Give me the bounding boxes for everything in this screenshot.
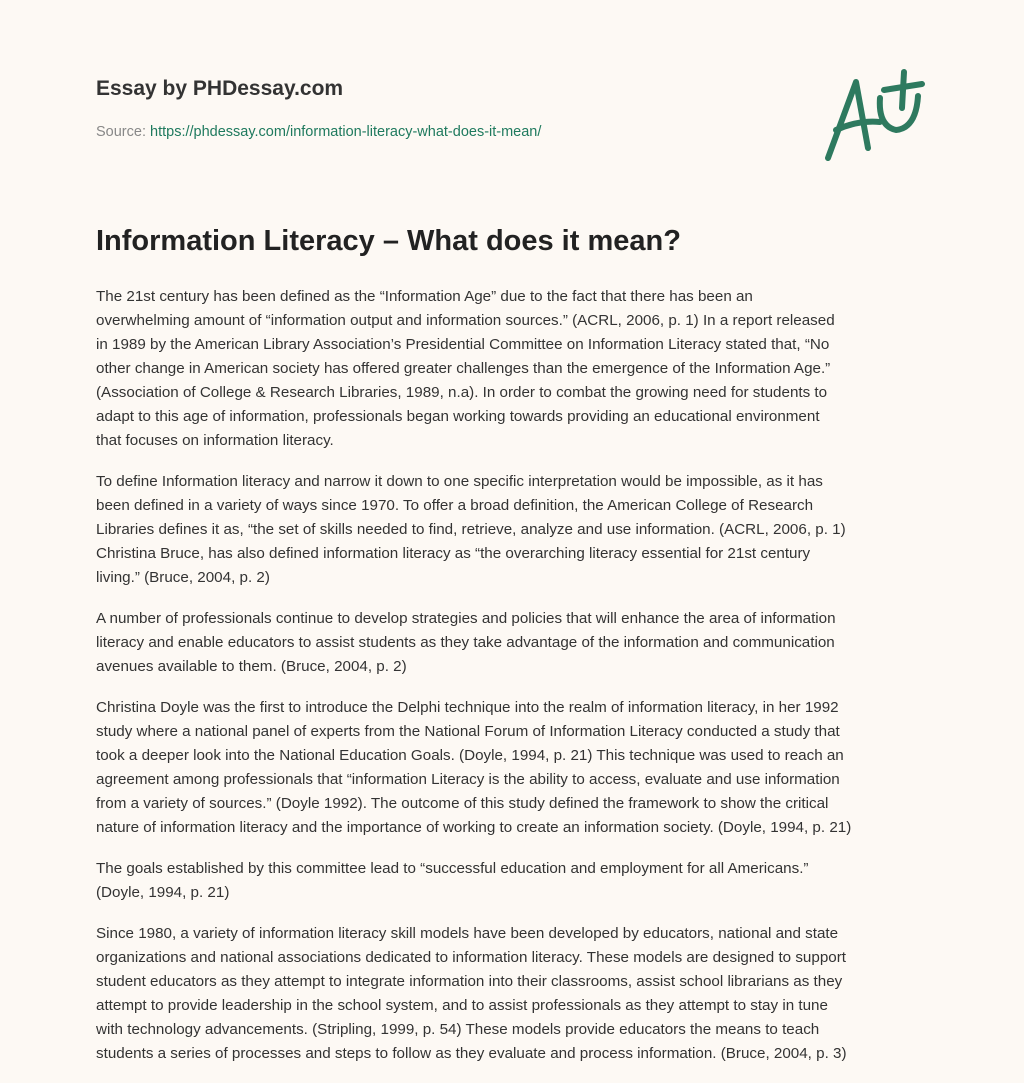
site-brand: Essay by PHDessay.com — [96, 77, 344, 100]
paragraph-line: literacy and enable educators to assist students as they take advantage of the information and communication — [96, 634, 835, 651]
essay-paragraph — [96, 607, 946, 679]
paragraph-line: other change in American society has offered greater challenges than the emergence of the Information Age.” — [96, 360, 831, 377]
paragraph-line: with technology advancements. (Stripling, 1999, p. 54) These models provide educators the means to teach — [96, 1021, 820, 1038]
paragraph-line: from a variety of sources.” (Doyle 1992). The outcome of this study defined the framework to show the critical — [96, 795, 829, 812]
paragraph-line: attempt to provide leadership in the school system, and to assist professionals as they attempt to stay in tune — [96, 997, 828, 1014]
paragraph-line: A number of professionals continue to develop strategies and policies that will enhance the area of information — [96, 610, 836, 627]
source-label: Source: — [96, 124, 146, 140]
paragraph-line: organizations and national associations dedicated to information literacy. These models are designed to support — [96, 949, 846, 966]
essay-paragraph — [96, 922, 946, 1066]
paragraph-line: study where a national panel of experts from the National Forum of Information Literacy conducted a study that — [96, 723, 840, 740]
paragraph-line: Libraries defines it as, “the set of skills needed to find, retrieve, analyze and use information. (ACRL, 2006, p. 1) — [96, 521, 846, 538]
source-line — [96, 124, 541, 140]
paragraph-line: students a series of processes and steps to follow as they evaluate and process information. (Bruce, 2004, p. 3) — [96, 1045, 847, 1062]
paragraph-line: To define Information literacy and narrow it down to one specific interpretation would be impossible, as it has — [96, 473, 823, 490]
paragraph-line: been defined in a variety of ways since 1970. To offer a broad definition, the American College of Research — [96, 497, 814, 514]
paragraph-line: Christina Doyle was the first to introduce the Delphi technique into the realm of information literacy, in her 1992 — [96, 699, 839, 716]
paragraph-line: agreement among professionals that “information Literacy is the ability to access, evaluate and use information — [96, 771, 840, 788]
essay-body — [96, 285, 946, 1083]
paragraph-line: The goals established by this committee lead to “successful education and employment for all Americans.” — [96, 860, 809, 877]
source-link[interactable]: https://phdessay.com/information-literacy-what-does-it-mean/ — [150, 124, 542, 140]
essay-paragraph — [96, 696, 946, 840]
essay-paragraph — [96, 285, 946, 453]
paragraph-line: Christina Bruce, has also defined information literacy as “the overarching literacy essential for 21st century — [96, 545, 811, 562]
paragraph-line: adapt to this age of information, professionals began working towards providing an educational environment — [96, 408, 820, 425]
paragraph-line: (Doyle, 1994, p. 21) — [96, 884, 230, 901]
paragraph-line: student educators as they attempt to integrate information into their classrooms, assist school librarians as they — [96, 973, 843, 990]
paragraph-line: in 1989 by the American Library Association’s Presidential Committee on Information Literacy stated that, “No — [96, 336, 830, 353]
paragraph-line: (Association of College & Research Libraries, 1989, n.a). In order to combat the growing need for students to — [96, 384, 828, 401]
paragraph-line: Since 1980, a variety of information literacy skill models have been developed by educators, national and state — [96, 925, 839, 942]
paragraph-line: took a deeper look into the National Education Goals. (Doyle, 1994, p. 21) This technique was used to reach an — [96, 747, 844, 764]
paragraph-line: nature of information literacy and the importance of working to create an information society. (Doyle, 1994, p. 21) — [96, 819, 852, 836]
essay-paragraph — [96, 470, 946, 590]
essay-title: Information Literacy – What does it mean? — [96, 225, 681, 257]
essay-paragraph — [96, 857, 946, 905]
paragraph-line: avenues available to them. (Bruce, 2004, p. 2) — [96, 658, 407, 675]
paragraph-line: living.” (Bruce, 2004, p. 2) — [96, 569, 270, 586]
paragraph-line: The 21st century has been defined as the “Information Age” due to the fact that there has been an — [96, 288, 753, 305]
paragraph-line: overwhelming amount of “information output and information sources.” (ACRL, 2006, p. 1) In a report released — [96, 312, 835, 329]
paragraph-line: that focuses on information literacy. — [96, 432, 334, 449]
a-plus-logo-icon — [818, 68, 928, 164]
